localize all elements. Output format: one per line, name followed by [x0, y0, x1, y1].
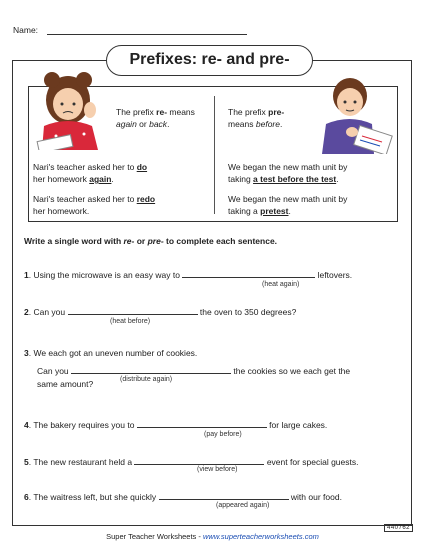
- answer-blank-4[interactable]: [137, 418, 267, 428]
- footer-site-link[interactable]: www.superteacherworksheets.com: [202, 532, 319, 541]
- hint-2: (heat before): [110, 318, 151, 325]
- document-code: 440762: [384, 524, 413, 532]
- answer-blank-3[interactable]: [71, 364, 231, 374]
- hint-5: (view before): [197, 466, 238, 473]
- name-line: [47, 34, 247, 35]
- hint-6: (appeared again): [216, 502, 270, 509]
- re-definition: The prefix re- means again or back.: [116, 107, 195, 129]
- worksheet-title: Prefixes: re- and pre-: [106, 45, 313, 76]
- hint-3: (distribute again): [120, 376, 173, 383]
- question-5: 5. The new restaurant held a event for special guests.: [24, 457, 359, 467]
- name-label: Name:: [13, 25, 39, 35]
- answer-blank-2[interactable]: [68, 305, 198, 315]
- answer-blank-6[interactable]: [159, 490, 289, 500]
- pre-example-2: We began the new math unit by taking a pretest.: [228, 194, 348, 216]
- question-4: 4. The bakery requires you to for large cakes.: [24, 420, 328, 430]
- question-3: 3. We each got an uneven number of cookies.: [24, 348, 198, 358]
- question-2: 2. Can you the oven to 350 degrees?: [24, 307, 297, 317]
- footer: Super Teacher Worksheets - www.superteacherworksheets.com: [106, 532, 319, 541]
- girl-illustration: [30, 64, 108, 150]
- instructions: Write a single word with re- or pre- to complete each sentence.: [24, 236, 278, 246]
- re-example-2: Nari's teacher asked her to redo her homework.: [33, 194, 156, 216]
- pre-definition: The prefix pre- means before.: [228, 107, 285, 129]
- pre-prefix: pre-: [268, 107, 285, 117]
- question-1: 1. Using the microwave is an easy way to leftovers.: [24, 270, 353, 280]
- question-3-line-2: Can you the cookies so we each get the: [37, 366, 351, 376]
- pre-example-1: We began the new math unit by taking a test before the test.: [228, 162, 348, 184]
- re-example-1: Nari's teacher asked her to do her homework again.: [33, 162, 148, 184]
- answer-blank-1[interactable]: [182, 268, 315, 278]
- question-6: 6. The waitress left, but she quickly with our food.: [24, 492, 342, 502]
- re-prefix: re-: [156, 107, 168, 117]
- answer-blank-5[interactable]: [134, 455, 264, 465]
- hint-4: (pay before): [204, 431, 242, 438]
- question-3-line-3: same amount?: [37, 379, 94, 389]
- hint-1: (heat again): [262, 281, 300, 288]
